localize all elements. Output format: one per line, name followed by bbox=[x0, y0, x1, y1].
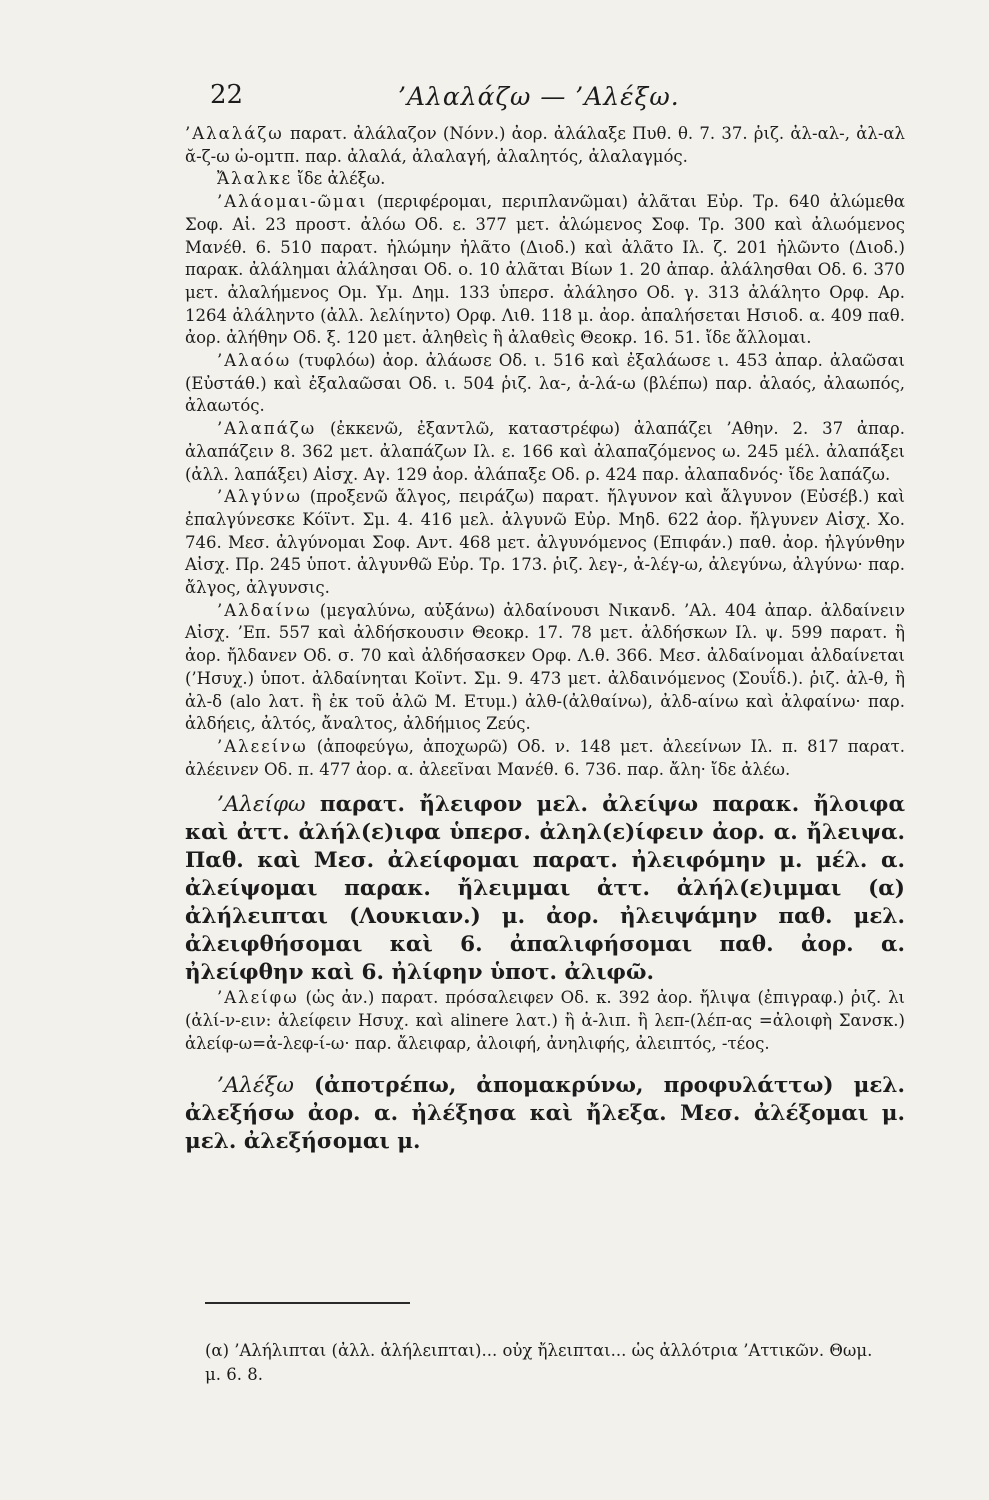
entry-text: (ἐκκενῶ, ἐξαντλῶ, καταστρέφω) ἀλαπάζει ’Αθην. 2. 37 ἀπαρ. ἀλαπάζειν 8. 362 μετ. ἀλαπάζων Ιλ. ε. 166 καὶ ἀλαπαζόμενος ω. 245 μέλ. ἀλαπάξει (ἀλλ. λαπάξει) Αἰσχ. Αγ. 129 ἀορ. ἀλάπαξε Οδ. ρ. 424 παρ. ἀλαπαδνός· ἴδε λαπάζω. bbox=[185, 419, 905, 484]
entry-algyno bbox=[185, 486, 905, 600]
entry-text: παρατ. ἀλάλαζον (Νόνν.) ἀορ. ἀλάλαξε Πυθ. θ. 7. 37. ῥιζ. ἀλ-αλ-, ἀλ-αλ ᾰ-ζ-ω ὠ-ομτπ. παρ. ἀλαλά, ἀλαλαγή, ἀλαλητός, ἀλαλαγμός. bbox=[185, 124, 905, 166]
entry-aleipho bbox=[185, 791, 905, 987]
entry-aldaino bbox=[185, 600, 905, 736]
entry-alaoo bbox=[185, 350, 905, 418]
entry-text: (περιφέρομαι, περιπλανῶμαι) ἀλᾶται Εὐρ. Τρ. 640 ἀλώμεθα Σοφ. Αἰ. 23 προστ. ἀλόω Οδ. ε. 377 μετ. ἀλώμενος Σοφ. Τρ. 300 καὶ ἀλωόμενος Μανέθ. 6. 510 παρατ. ἠλώμην ἠλᾶτο (Διοδ.) καὶ ἀλᾶτο Ιλ. ζ. 201 ἠλῶντο (Διοδ.) παρακ. ἀλάλημαι ἀλάλησαι Οδ. ο. 10 ἀλᾶται Βίων 1. 20 ἀπαρ. ἀλάλησθαι Οδ. 6. 370 μετ. ἀλαλήμενος Ομ. Υμ. Δημ. 133 ὑπερσ. ἀλάλησο Οδ. γ. 313 ἀλάλητο Ορφ. Αρ. 1264 ἀλάληντο (ἀλλ. λελίηντο) Ορφ. Λιθ. 118 μ. ἀορ. ἀπαλήσεται Ησιοδ. α. 409 παθ. ἀορ. ἀλήθην Οδ. ξ. 120 μετ. ἀληθεὶς ἢ ἀλαθεὶς Θεοκρ. 16. 51. ἴδε ἄλλομαι. bbox=[185, 192, 905, 348]
entry-text: παρατ. ἤλειφον μελ. ἀλείψω παρακ. ἤλοιφα καὶ ἀττ. ἀλήλ(ε)ιφα ὑπερσ. ἀληλ(ε)ίφειν ἀορ. α. ἤλειψα. Παθ. καὶ Μεσ. ἀλείφομαι παρατ. ἠλειφόμην μ. μέλ. α. ἀλείψομαι παρακ. ἤλειμμαι ἀττ. ἀλήλ(ε)ιμμαι (α) ἀλήλειπται (Λουκιαν.) μ. ἀορ. ἠλειψάμην παθ. μελ. ἀλειφθήσομαι καὶ 6. ἀπαλιφήσομαι παθ. ἀορ. α. ἠλείφθην καὶ 6. ἠλίφην ὑποτ. ἀλιφῶ. bbox=[185, 792, 905, 986]
page-number: 22 bbox=[210, 80, 244, 110]
entry-lemma: ’Αλαόω bbox=[217, 351, 292, 371]
footnote-divider bbox=[205, 1302, 410, 1304]
entry-alaomai bbox=[185, 191, 905, 350]
entry-alalazo bbox=[185, 123, 905, 168]
entry-lemma: ’Αλείφω bbox=[217, 988, 299, 1008]
page-header bbox=[0, 80, 989, 120]
entry-text: ἴδε ἀλέξω. bbox=[292, 169, 386, 189]
entry-lemma: ’Αλέξω bbox=[217, 1072, 294, 1098]
entry-lemma: ’Αλαλάζω bbox=[185, 124, 284, 143]
entry-alexo bbox=[185, 1072, 905, 1156]
entry-lemma: ’Αλάομαι-ῶμαι bbox=[217, 192, 368, 212]
entry-alalke bbox=[185, 168, 905, 191]
entry-list bbox=[185, 123, 905, 1156]
entry-lemma: ’Αλείφω bbox=[217, 792, 306, 818]
entry-lemma: ’Αλδαίνω bbox=[217, 600, 312, 620]
entry-text: (προξενῶ ἄλγος, πειράζω) παρατ. ἤλγυνον καὶ ἄλγυνον (Εὐσέβ.) καὶ ἐπαλγύνεσκε Κόϊντ. Σμ. 4. 416 μελ. ἀλγυνῶ Εὐρ. Μηδ. 622 ἀορ. ἤλγυνεν Αἰσχ. Χο. 746. Μεσ. ἀλγύνομαι Σοφ. Αντ. 468 μετ. ἀλγυνόμενος (Επιφάν.) παθ. ἀορ. ἠλγύνθην Αἰσχ. Πρ. 245 ὑποτ. ἀλγυνθῶ Εὐρ. Τρ. 173. ῥιζ. λεγ-, ἀ-λέγ-ω, ἀλεγύνω, ἀλγύνω· παρ. ἄλγος, ἀλγυνσις. bbox=[185, 487, 905, 598]
entry-text: (ὡς ἀν.) παρατ. πρόσαλειφεν Οδ. κ. 392 ἀορ. ἤλιψα (ἐπιγραφ.) ῥιζ. λι (ἀλί-ν-ειν: ἀλείφειν Ησυχ. καὶ alinere λατ.) ἢ ἀ-λιπ. ἢ λεπ-(λέπ-ας =ἀλοιφὴ Σανσκ.) ἀλείφ-ω=ἀ-λεφ-ί-ω· παρ. ἄλειφαρ, ἀλοιφή, ἀνηλιφής, ἀλειπτός, -τέος. bbox=[185, 988, 905, 1053]
entry-text: (μεγαλύνω, αὐξάνω) ἀλδαίνουσι Νικανδ. ’Αλ. 404 ἀπαρ. ἀλδαίνειν Αἰσχ. ’Επ. 557 καὶ ἀλδήσκουσιν Θεοκρ. 17. 78 μετ. ἀλδήσκων Ιλ. ψ. 599 παρατ. ἢ ἀορ. ἤλδανεν Οδ. σ. 70 καὶ ἀλδήσασκεν Ορφ. Λ.θ. 366. Μεσ. ἀλδαίνομαι ἀλδαίνεται (’Ησυχ.) ὑποτ. ἀλδαίνηται Κοϊντ. Σμ. 9. 473 μετ. ἀλδαινόμενος (Σουΐδ.). ῥιζ. ἀλ-θ, ἢ ἀλ-δ (alo λατ. ἢ ἐκ τοῦ ἀλῶ Μ. Ετυμ.) ἀλθ-(ἀλθαίνω), ἀλδ-αίνω καὶ ἀλφαίνω· παρ. ἀλδήεις, ἀλτός, ἄναλτος, ἀλδήμιος Ζεύς. bbox=[185, 600, 905, 734]
entry-lemma: Ἄλαλκε bbox=[217, 169, 293, 189]
running-head: ’Αλαλάζω — ’Αλέξω. bbox=[398, 82, 680, 111]
entry-text: (τυφλόω) ἀορ. ἀλάωσε Οδ. ι. 516 καὶ ἐξαλάωσε ι. 453 ἀπαρ. ἀλαῶσαι (Εὐστάθ.) καὶ ἐξαλαῶσαι Οδ. ι. 504 ῥιζ. λα-, ἀ-λά-ω (βλέπω) παρ. ἀλαός, ἀλαωπός, ἀλαωτός. bbox=[185, 351, 905, 416]
entry-lemma: ’Αλεείνω bbox=[217, 736, 308, 756]
entry-aleeino bbox=[185, 736, 905, 781]
entry-lemma: ’Αλγύνω bbox=[217, 487, 302, 507]
entry-text: (ἀποτρέπω, ἀπομακρύνω, προφυλάττω) μελ. ἀλεξήσω ἀορ. α. ἠλέξησα καὶ ἤλεξα. Μεσ. ἀλέξομαι μ. μελ. ἀλεξήσομαι μ. bbox=[185, 1072, 905, 1154]
entry-lemma: ’Αλαπάζω bbox=[217, 419, 317, 439]
entry-alapazo bbox=[185, 418, 905, 486]
entry-text: (ἀποφεύγω, ἀποχωρῶ) Οδ. ν. 148 μετ. ἀλεείνων Ιλ. π. 817 παρατ. ἀλέεινεν Οδ. π. 477 ἀορ. α. ἀλεεῖναι Μανέθ. 6. 736. παρ. ἄλη· ἴδε ἀλέω. bbox=[185, 736, 905, 779]
footnote: (α) ’Αλήλιπται (ἀλλ. ἀλήλειπται)... οὐχ ἤλειπται... ὡς ἀλλότρια ’Αττικῶν. Θωμ. μ. 6. 8. bbox=[205, 1340, 873, 1384]
entry-aleipho-etymology bbox=[185, 987, 905, 1055]
